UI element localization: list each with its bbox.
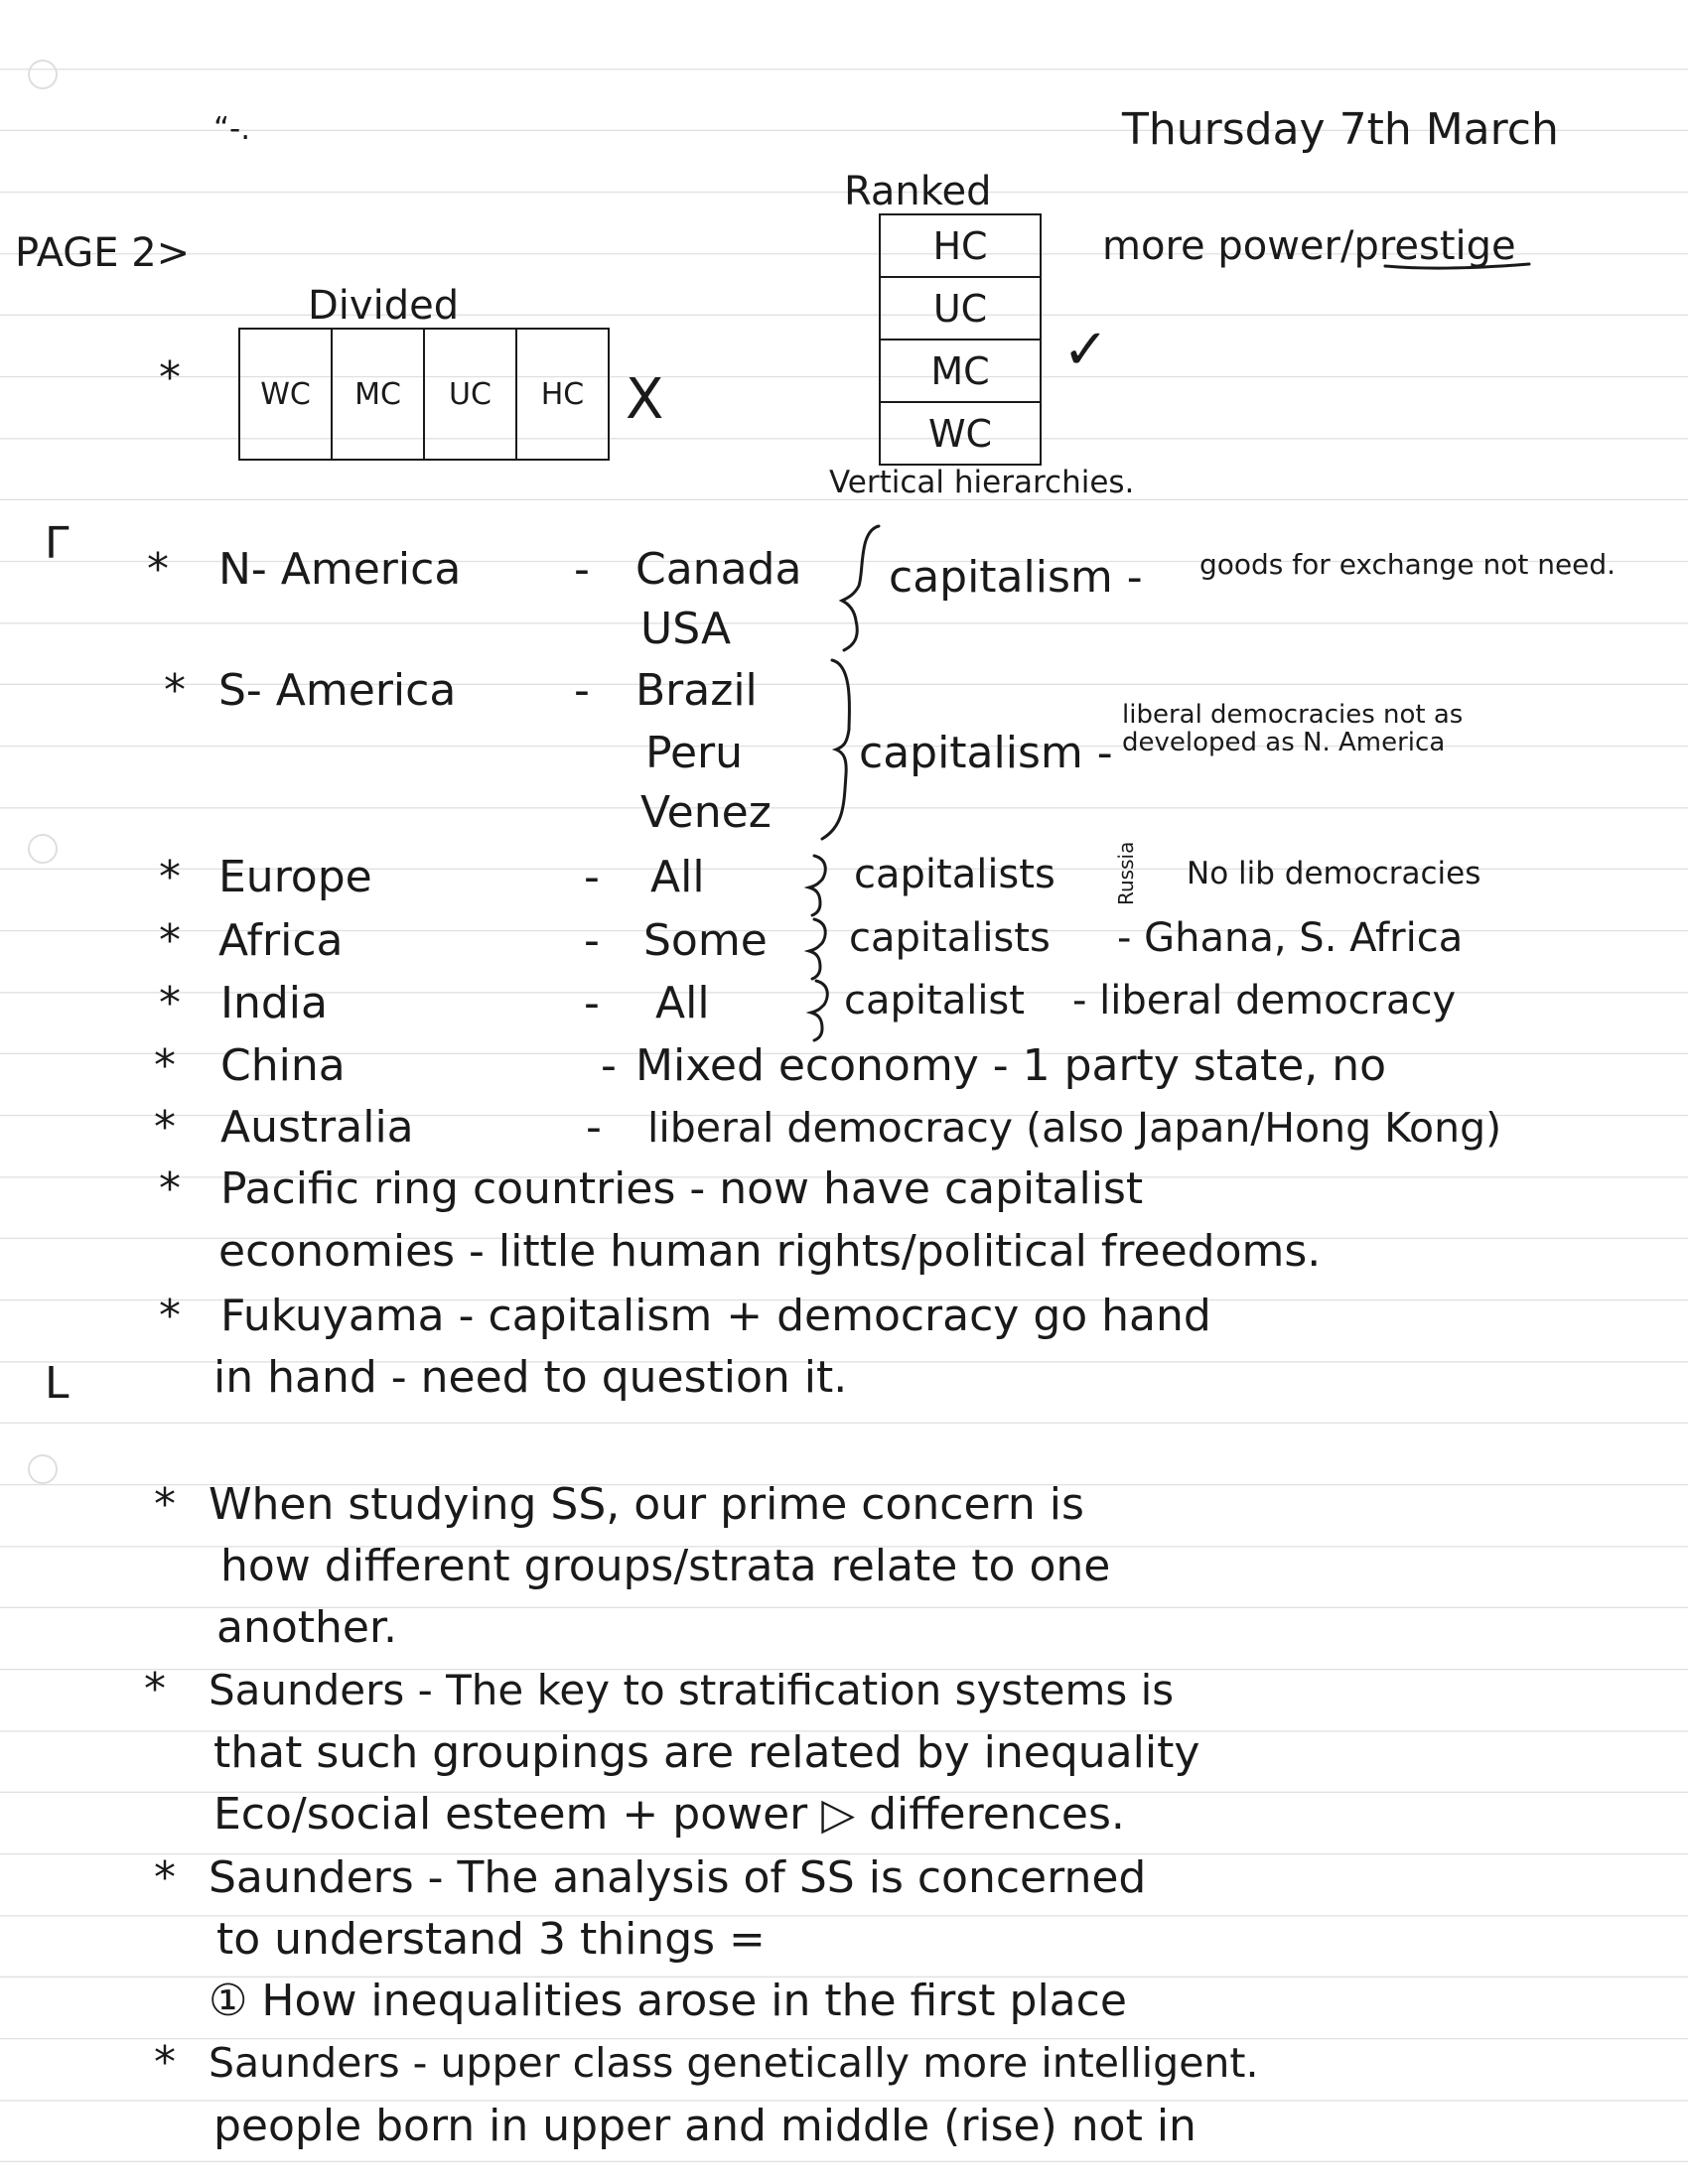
star-bullet: *: [159, 352, 181, 403]
region-dash: -: [584, 852, 600, 902]
region-name: Australia: [220, 1102, 414, 1153]
note-line: Fukuyama - capitalism + democracy go hand: [220, 1291, 1211, 1341]
star-bullet: *: [144, 1664, 166, 1714]
note-line: to understand 3 things =: [216, 1914, 766, 1965]
star-bullet: *: [159, 1163, 181, 1214]
region-dash: -: [584, 978, 600, 1028]
region-note: liberal democracies not as developed as N. America: [1122, 700, 1464, 757]
economy-type: capitalist: [844, 978, 1025, 1024]
region-note: No lib democracies: [1187, 856, 1481, 891]
cross-mark: X: [626, 367, 664, 432]
divided-cell-hc: HC: [540, 376, 585, 412]
note-line: Saunders - The key to stratification systems is: [209, 1666, 1175, 1714]
divided-cell-wc: WC: [240, 330, 333, 459]
country: Venez: [640, 787, 772, 838]
note-line: that such groupings are related by inequality: [213, 1727, 1200, 1778]
star-bullet: *: [159, 852, 181, 902]
region-name: S- America: [218, 665, 457, 716]
ranked-caption: Vertical hierarchies.: [829, 465, 1135, 500]
region-dash: -: [584, 915, 600, 966]
region-dash: -: [586, 1102, 602, 1153]
country: Canada: [635, 544, 802, 595]
divided-label: Divided: [308, 283, 460, 329]
curly-brace-icon: [842, 526, 879, 650]
region-dash: -: [574, 544, 590, 595]
country: Some: [643, 915, 768, 966]
curly-brace-icon: [809, 856, 825, 915]
ranked-side-note: more power/prestige: [1102, 223, 1516, 269]
curly-brace-icon: [822, 660, 849, 839]
star-bullet: *: [154, 2037, 176, 2088]
ranked-row-hc: HC: [881, 215, 1040, 278]
note-line: how different groups/strata relate to one: [220, 1541, 1111, 1591]
star-bullet: *: [164, 665, 186, 716]
region-line: Mixed economy - 1 party state, no: [635, 1040, 1387, 1091]
note-line: in hand - need to question it.: [213, 1352, 848, 1403]
region-extra-label: Russia: [1114, 841, 1138, 905]
star-bullet: *: [154, 1040, 176, 1091]
star-bullet: *: [147, 544, 169, 595]
country: Brazil: [635, 665, 758, 716]
region-name: N- America: [218, 544, 462, 595]
note-line: Eco/social esteem + power ▷ differences.: [213, 1789, 1125, 1840]
note-line: another.: [216, 1602, 398, 1653]
note-line: people born in upper and middle (rise) not in: [213, 2101, 1196, 2151]
country: All: [650, 852, 705, 902]
star-bullet: *: [154, 1852, 176, 1903]
economy-type: capitalism -: [859, 728, 1113, 778]
star-bullet: *: [159, 978, 181, 1028]
country: Peru: [645, 728, 744, 778]
region-note: goods for exchange not need.: [1199, 548, 1617, 581]
region-name: China: [220, 1040, 346, 1091]
region-name: Africa: [218, 915, 344, 966]
country: All: [655, 978, 710, 1028]
region-name: Europe: [218, 852, 372, 902]
note-line: ① How inequalities arose in the first place: [209, 1976, 1127, 2026]
ranked-label: Ranked: [844, 169, 992, 214]
page-date: Thursday 7th March: [1122, 104, 1559, 155]
curly-brace-icon: [809, 919, 825, 979]
note-line: Saunders - The analysis of SS is concerned: [209, 1852, 1147, 1903]
country: USA: [640, 604, 732, 654]
note-line: Pacific ring countries - now have capitalist: [220, 1163, 1144, 1214]
section-open-mark: Γ: [45, 518, 70, 569]
divided-cell-uc: UC: [425, 330, 517, 459]
note-line: Saunders - upper class genetically more intelligent.: [209, 2039, 1259, 2087]
curly-brace-icon: [811, 981, 827, 1040]
star-bullet: *: [159, 1291, 181, 1341]
region-note: - Ghana, S. Africa: [1117, 915, 1464, 961]
economy-type: capitalism -: [889, 552, 1143, 603]
economy-type: capitalists: [854, 852, 1055, 897]
region-dash: -: [574, 665, 590, 716]
star-bullet: *: [154, 1102, 176, 1153]
region-name: India: [220, 978, 328, 1028]
ranked-row-uc: UC: [881, 278, 1040, 341]
check-mark: ✓: [1062, 318, 1109, 382]
region-note: - liberal democracy: [1072, 978, 1457, 1024]
underline-mark: [1385, 264, 1529, 268]
note-line: economies - little human rights/political freedoms.: [218, 1226, 1322, 1277]
corner-mark: “-.: [213, 111, 251, 147]
section-close-mark: L: [45, 1358, 70, 1409]
page-label: PAGE 2>: [15, 230, 191, 276]
star-bullet: *: [154, 1479, 176, 1530]
ranked-row-mc: MC: [881, 341, 1040, 403]
region-dash: -: [601, 1040, 617, 1091]
divided-cell-mc: MC: [333, 330, 425, 459]
economy-type: capitalists: [849, 915, 1051, 961]
ranked-row-wc: WC: [927, 411, 993, 456]
region-line: liberal democracy (also Japan/Hong Kong): [647, 1104, 1502, 1152]
star-bullet: *: [159, 915, 181, 966]
note-line: When studying SS, our prime concern is: [209, 1479, 1084, 1530]
